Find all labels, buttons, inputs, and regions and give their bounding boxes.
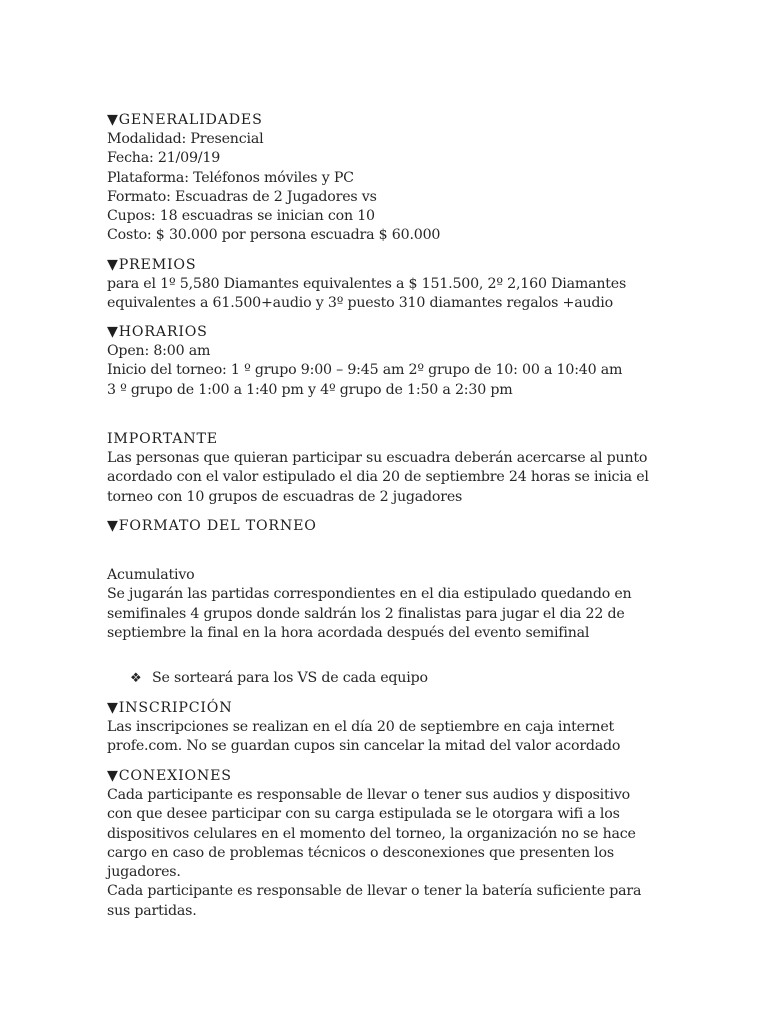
text-line: Las inscripciones se realizan en el día 20 de septiembre en caja internet <box>107 719 615 735</box>
text-line: Acumulativo <box>107 567 195 583</box>
bullet-item <box>130 669 428 688</box>
section-horarios <box>107 323 667 400</box>
text-line: acordado con el valor estipulado el dia 20 de septiembre 24 horas se inicia el <box>107 469 649 486</box>
text-line: 3 º grupo de 1:00 a 1:40 pm y 4º grupo de 1:50 a 2:30 pm <box>107 381 513 398</box>
section-inscripcion <box>107 699 667 757</box>
text-line: Formato: Escuadras de 2 Jugadores vs <box>107 188 377 205</box>
text-line: Cupos: 18 escuadras se inician con 10 <box>107 208 375 225</box>
text-line: Open: 8:00 am <box>107 343 211 359</box>
text-line: Cada participante es responsable de llevar o tener la batería suficiente para <box>107 883 642 900</box>
text-line: para el 1º 5,580 Diamantes equivalentes a $ 151.500, 2º 2,160 Diamantes <box>107 276 627 292</box>
text-line: Inicio del torneo: 1 º grupo 9:00 – 9:45 am 2º grupo de 10: 00 a 10:40 am <box>107 362 623 379</box>
text-line: con que desee participar con su carga estipulada se le otorgara wifi a los <box>107 806 620 823</box>
section-heading: IMPORTANTE <box>107 431 218 447</box>
text-line: Plataforma: Teléfonos móviles y PC <box>107 169 354 186</box>
section-formato-torneo <box>107 517 667 536</box>
text-line: semifinales 4 grupos donde saldrán los 2 finalistas para jugar el dia 22 de <box>107 605 625 622</box>
section-generalidades <box>107 111 667 246</box>
diamond-bullet-icon: ❖ <box>130 671 142 686</box>
text-line: Las personas que quieran participar su escuadra deberán acercarse al punto <box>107 450 648 466</box>
text-line: Se jugarán las partidas correspondientes en el dia estipulado quedando en <box>107 586 632 603</box>
section-heading: ▼CONEXIONES <box>107 768 232 784</box>
text-line: dispositivos celulares en el momento del torneo, la organización no se hace <box>107 825 636 842</box>
section-importante <box>107 430 667 507</box>
text-line: sus partidas. <box>107 902 197 919</box>
text-line: torneo con 10 grupos de escuadras de 2 jugadores <box>107 488 463 505</box>
section-conexiones <box>107 767 667 921</box>
text-line: Modalidad: Presencial <box>107 131 264 147</box>
text-line: septiembre la final en la hora acordada después del evento semifinal <box>107 624 590 641</box>
section-heading: ▼GENERALIDADES <box>107 112 263 128</box>
text-line: Fecha: 21/09/19 <box>107 150 221 167</box>
text-line: Cada participante es responsable de llevar o tener sus audios y dispositivo <box>107 787 630 803</box>
section-heading: ▼HORARIOS <box>107 324 208 340</box>
section-heading: ▼PREMIOS <box>107 257 197 273</box>
section-heading: ▼FORMATO DEL TORNEO <box>107 518 317 534</box>
text-line: jugadores. <box>107 864 181 881</box>
section-heading: ▼INSCRIPCIÓN <box>107 700 233 716</box>
text-line: profe.com. No se guardan cupos sin cancelar la mitad del valor acordado <box>107 738 621 755</box>
bullet-text: Se sorteará para los VS de cada equipo <box>152 670 428 686</box>
text-line: Costo: $ 30.000 por persona escuadra $ 60.000 <box>107 227 441 244</box>
section-formato-body <box>107 566 667 643</box>
section-premios <box>107 256 667 314</box>
text-line: cargo en caso de problemas técnicos o desconexiones que presenten los <box>107 844 614 861</box>
text-line: equivalentes a 61.500+audio y 3º puesto 310 diamantes regalos +audio <box>107 295 613 312</box>
